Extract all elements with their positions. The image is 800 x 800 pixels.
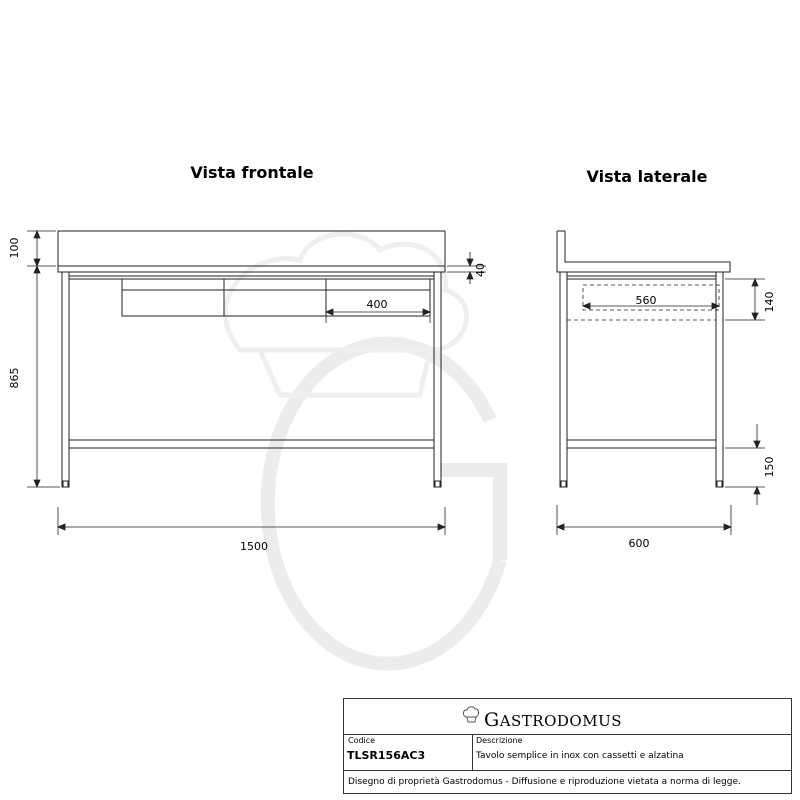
- front-right-foot: [435, 481, 440, 487]
- side-front-foot: [561, 481, 566, 487]
- dim-total-depth: 600: [628, 537, 650, 550]
- title-block: [343, 698, 792, 794]
- code-cell: [344, 734, 473, 770]
- side-undershelf: [567, 440, 716, 448]
- dim-top-thickness: 40: [474, 263, 487, 277]
- side-view-title: Vista laterale: [586, 167, 708, 186]
- front-worktop: [58, 266, 445, 272]
- dim-drawer-width: 400: [366, 298, 388, 311]
- product-code: TLSR156AC3: [347, 749, 426, 762]
- side-rear-leg: [716, 272, 723, 487]
- dim-table-height: 865: [8, 367, 21, 389]
- front-right-leg: [434, 272, 441, 487]
- description-cell: [472, 734, 791, 770]
- front-undershelf: [69, 440, 434, 448]
- front-view: [58, 231, 445, 487]
- side-dimensions: [557, 279, 765, 535]
- side-top-rail: [567, 276, 716, 279]
- copyright-notice: Disegno di proprietà Gastrodomus - Diffusione e riproduzione vietata a norma di legge.: [348, 777, 741, 787]
- dim-undershelf-height: 150: [763, 456, 776, 478]
- front-left-leg: [62, 272, 69, 487]
- front-backsplash: [58, 231, 445, 266]
- side-front-leg: [560, 272, 567, 487]
- brand-name: GASTRODOMUS: [484, 709, 622, 731]
- dim-backsplash-height: 100: [8, 237, 21, 259]
- title-block-info-row: [344, 734, 791, 771]
- chef-hat-icon: [461, 703, 481, 727]
- product-description: Tavolo semplice in inox con cassetti e alzatina: [476, 751, 684, 761]
- front-left-foot: [63, 481, 68, 487]
- code-label: Codice: [348, 736, 376, 745]
- dim-total-width: 1500: [240, 540, 268, 553]
- side-backsplash-and-top: [557, 231, 730, 272]
- title-block-logo-row: [344, 699, 791, 735]
- description-label: Descrizione: [476, 736, 523, 745]
- dim-drawer-depth: 560: [635, 294, 657, 307]
- side-view: [557, 231, 730, 487]
- side-rear-foot: [717, 481, 722, 487]
- dim-drawer-height: 140: [763, 291, 776, 313]
- front-view-title: Vista frontale: [190, 163, 314, 182]
- front-dimensions: [27, 231, 486, 535]
